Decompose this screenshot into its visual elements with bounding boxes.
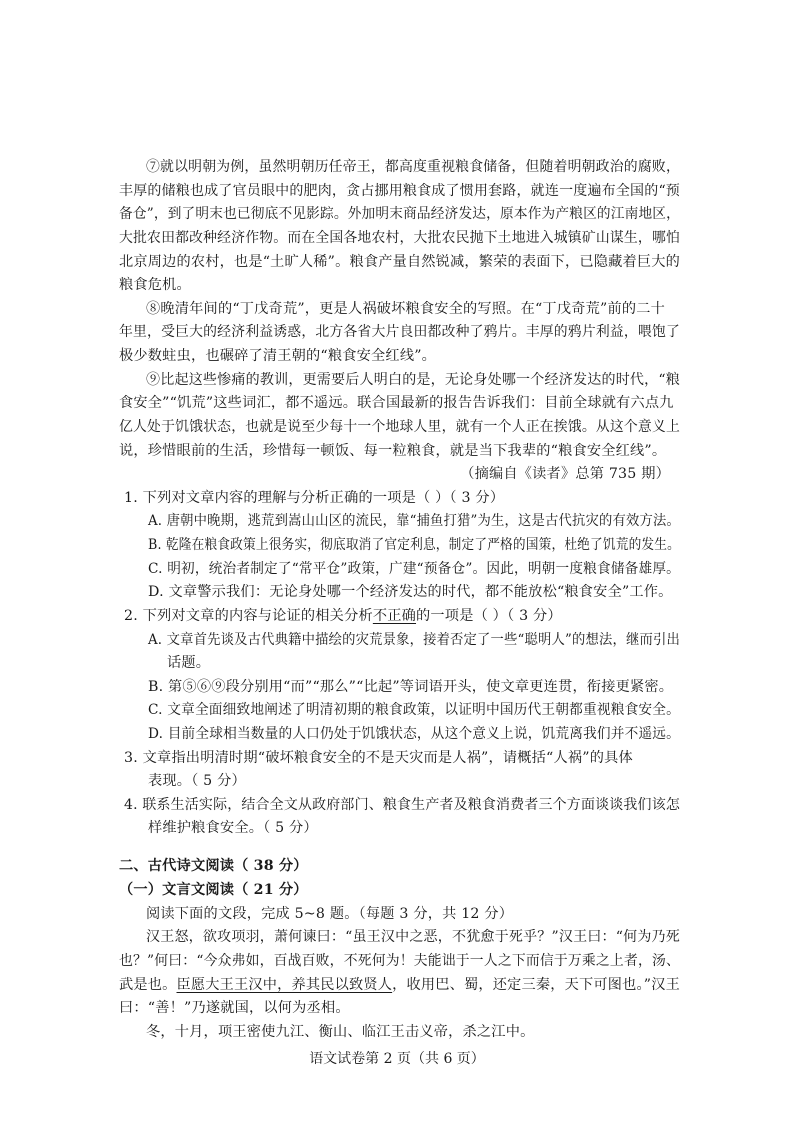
question-4-line-1: 4. 联系生活实际，结合全文从政府部门、粮食生产者及粮食消费者三个方面谈谈我们该怎 [124,797,680,813]
classical-text-line-3-start: 武是也。 [119,977,177,993]
passage-p9-line-3: 亿人处于饥饿状态，也就是说至少每十一个地球人里，就有一个人正在挨饿。从这个意义上 [119,419,680,435]
passage-p7-line-1: ⑦就以明朝为例，虽然明朝历任帝王，都高度重视粮食储备，但随着明朝政治的腐败， [146,159,680,175]
passage-p7-line-3: 备仓”，到了明末也已彻底不见影踪。外加明末商品经济发达，原本作为产粮区的江南地区， [119,206,680,222]
question-2-stem-end: 的一项是（ ）（ 3 分） [416,608,562,624]
question-2-option-d: D. 目前全球相当数量的人口仍处于饥饿状态，从这个意义上说，饥荒离我们并不遥远。 [148,726,680,742]
classical-text-line-3 [119,975,680,995]
passage-source: （摘编自《读者》总第 735 期） [460,466,670,482]
passage-p9-line-2: 食安全”“饥荒”这些词汇，都不遥远。联合国最新的报告告诉我们：目前全球就有六点九 [119,395,674,411]
passage-p7-line-5: 北京周边的农村，也是“土旷人稀”。粮食产量自然锐减，繁荣的表面下，已隐藏着巨大的 [119,254,680,270]
classical-text-line-3-end: ，收用巴、蜀，还定三秦，天下可图也。”汉王 [392,977,680,993]
passage-p8-line-3: 极少数蛀虫，也碾碎了清王朝的“粮食安全红线”。 [119,348,437,364]
passage-p7-line-2: 丰厚的储粮也成了官员眼中的肥肉，贪占挪用粮食成了惯用套路，就连一度遍布全国的“预 [119,183,680,199]
question-4-line-2: 样维护粮食安全。（ 5 分） [148,820,318,836]
question-2-stem [124,606,562,626]
section-2-subtitle: （一）文言文阅读（ 21 分） [119,882,308,898]
classical-text-line-4: 曰：“善！”乃遂就国，以何为丞相。 [119,1000,350,1016]
question-1-option-b: B. 乾隆在粮食政策上很务实，彻底取消了官定利息，制定了严格的国策，杜绝了饥荒的发生。 [148,537,680,553]
passage-p8-line-2: 年里，受巨大的经济利益诱惑，北方各省大片良田都改种了鸦片。丰厚的鸦片利益，喂饱了 [119,324,680,340]
passage-p7-line-4: 大批农田都改种经济作物。而在全国各地农村，大批农民抛下土地进入城镇矿山谋生，哪怕 [119,230,680,246]
question-2-stem-emphasis: 不正确 [372,608,417,624]
question-2-option-a: A. 文章首先谈及古代典籍中描绘的灾荒景象，接着否定了一些“聪明人”的想法，继而引出 [148,632,680,648]
passage-p8-line-1: ⑧晚清年间的“丁戊奇荒”，更是人祸破坏粮食安全的写照。在“丁戊奇荒”前的二十 [146,301,665,317]
question-2-option-b: B. 第⑤⑥⑨段分别用“而”“那么”“比起”等词语开头，使文章更连贯，衔接更紧密。 [148,679,674,695]
passage-p9-line-4: 说，珍惜眼前的生活，珍惜每一顿饭、每一粒粮食，就是当下我辈的“粮食安全红线”。 [119,443,667,459]
page-footer: 语文试卷第 2 页（共 6 页） [309,1051,485,1067]
question-1-option-c: C. 明初，统治者制定了“常平仓”政策，广建“预备仓”。因此，明朝一度粮食储备雄厚。 [148,561,680,577]
question-1-option-d: D. 文章警示我们：无论身处哪一个经济发达的时代，都不能放松“粮食安全”工作。 [148,584,673,600]
section-2-instruction: 阅读下面的文段，完成 5~8 题。（每题 3 分，共 12 分） [146,906,514,922]
question-3-line-1: 3. 文章指出明清时期“破坏粮食安全的不是天灾而是人祸”，请概括“人祸”的具体 [124,750,633,766]
classical-text-line-5: 冬，十月，项王密使九江、衡山、临江王击义帝，杀之江中。 [146,1024,535,1040]
section-2-title: 二、古代诗文阅读（ 38 分） [119,858,308,874]
question-2-option-c: C. 文章全面细致地阐述了明清初期的粮食政策，以证明中国历代王朝都重视粮食安全。 [148,702,680,718]
passage-p9-line-1: ⑨比起这些惨痛的教训，更需要后人明白的是，无论身处哪一个经济发达的时代，“粮 [146,372,680,388]
classical-text-line-1: 汉王怒，欲攻项羽，萧何谏曰：“虽王汉中之恶，不犹愈于死乎？”汉王曰：“何为乃死 [146,929,680,945]
passage-p7-line-6: 粮食危机。 [119,277,191,293]
question-2-option-a-cont: 话题。 [167,655,211,671]
question-3-line-2: 表现。（ 5 分） [148,773,246,789]
question-1-option-a: A. 唐朝中晚期，逃荒到嵩山山区的流民，靠“捕鱼打猎”为生，这是古代抗灾的有效方法。 [148,513,680,529]
classical-text-line-2: 也？”何曰：“今众弗如，百战百败，不死何为！夫能诎于一人之下而信于万乘之上者，汤、 [119,953,680,969]
question-2-stem-start: 2. 下列对文章的内容与论证的相关分析 [124,608,373,624]
question-1-stem: 1. 下列对文章内容的理解与分析正确的一项是（ ）（ 3 分） [124,490,505,506]
classical-text-underlined-sentence: 臣愿大王王汉中，养其民以致贤人 [176,977,393,993]
